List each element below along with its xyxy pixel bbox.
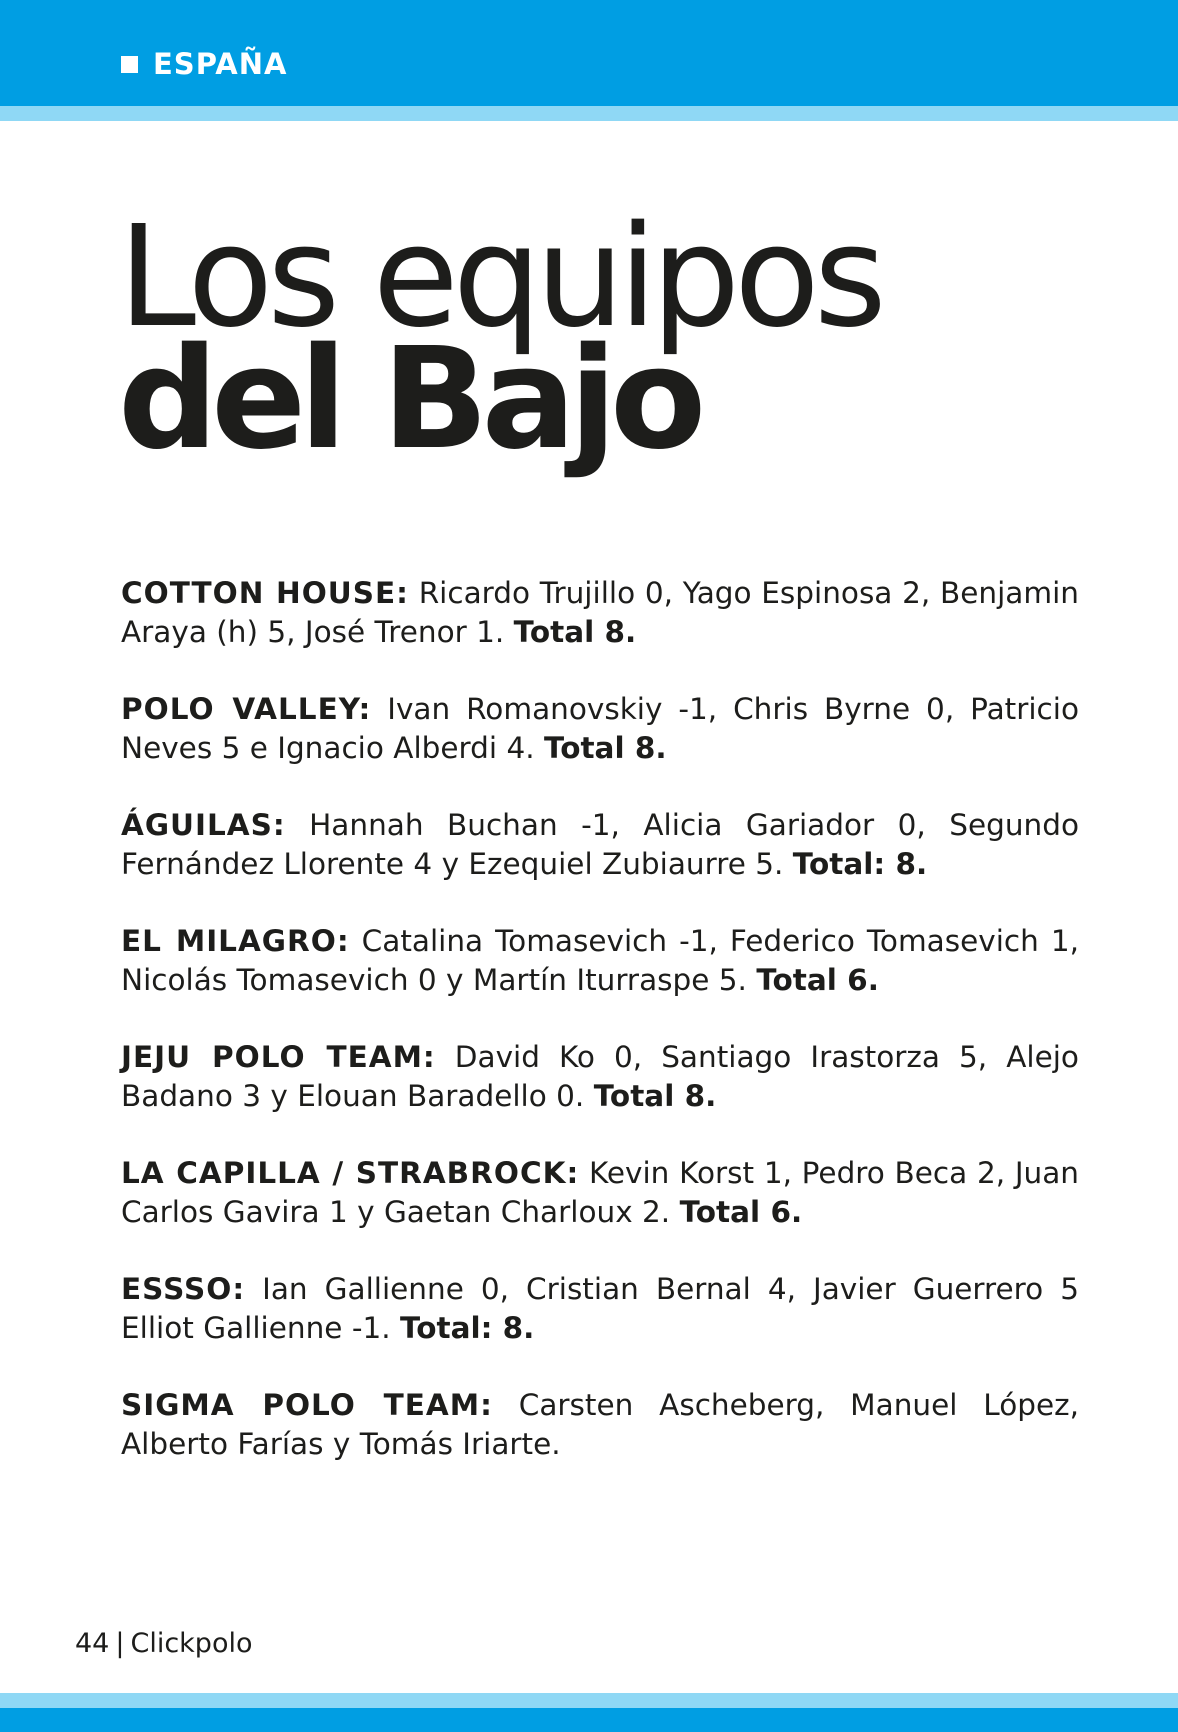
team-entry xyxy=(121,1386,1079,1464)
team-players: Ricardo Trujillo 0, Yago Espinosa 2, Benjamin Araya (h) 5, José Trenor 1. xyxy=(121,576,1079,649)
page-number: 44 xyxy=(75,1628,110,1659)
team-name: ESSSO: xyxy=(121,1272,246,1306)
title-line-2: del Bajo xyxy=(118,318,700,481)
team-players: David Ko 0, Santiago Irastorza 5, Alejo Badano 3 y Elouan Baradello 0. xyxy=(121,1040,1079,1113)
team-entry xyxy=(121,574,1079,652)
section-name: ESPAÑA xyxy=(153,47,288,81)
section-label xyxy=(121,47,288,81)
team-name: ÁGUILAS: xyxy=(121,808,286,842)
page-footer xyxy=(75,1630,252,1657)
team-name: EL MILAGRO: xyxy=(121,924,350,958)
team-players: Ian Gallienne 0, Cristian Bernal 4, Javier Guerrero 5 Elliot Gallienne -1. xyxy=(121,1272,1079,1345)
team-name: SIGMA POLO TEAM: xyxy=(121,1388,493,1422)
team-name: POLO VALLEY: xyxy=(121,692,372,726)
team-players: Kevin Korst 1, Pedro Beca 2, Juan Carlos Gavira 1 y Gaetan Charloux 2. xyxy=(121,1156,1079,1229)
team-total: Total 8. xyxy=(513,615,637,649)
title-line-1: Los equipos xyxy=(118,196,881,359)
team-total: Total 6. xyxy=(679,1195,803,1229)
team-total: Total 6. xyxy=(756,963,879,997)
team-entry xyxy=(121,1038,1079,1116)
team-players: Hannah Buchan -1, Alicia Gariador 0, Segundo Fernández Llorente 4 y Ezequiel Zubiaurre 5. xyxy=(121,808,1079,881)
team-total: Total: 8. xyxy=(792,847,928,881)
team-entry xyxy=(121,690,1079,768)
team-name: JEJU POLO TEAM: xyxy=(121,1040,436,1074)
team-total: Total 8. xyxy=(593,1079,717,1113)
header-stripe xyxy=(0,106,1178,121)
team-players: Ivan Romanovskiy -1, Chris Byrne 0, Patricio Neves 5 e Ignacio Alberdi 4. xyxy=(121,692,1080,765)
footer-separator: | xyxy=(115,1628,125,1659)
team-total: Total: 8. xyxy=(400,1311,535,1345)
square-bullet-icon xyxy=(121,56,138,73)
team-players: Catalina Tomasevich -1, Federico Tomasevich 1, Nicolás Tomasevich 0 y Martín Iturraspe 5. xyxy=(121,924,1079,997)
team-entry xyxy=(121,806,1079,884)
footer-stripe xyxy=(0,1693,1178,1708)
team-list xyxy=(121,574,1079,1502)
team-name: LA CAPILLA / STRABROCK: xyxy=(121,1156,580,1190)
publication-name: Clickpolo xyxy=(130,1628,253,1659)
team-name: COTTON HOUSE: xyxy=(121,576,409,610)
team-entry xyxy=(121,922,1079,1000)
footer-bar xyxy=(0,1708,1178,1732)
team-total: Total 8. xyxy=(543,731,667,765)
team-entry xyxy=(121,1154,1079,1232)
team-players: Carsten Ascheberg, Manuel López, Alberto Farías y Tomás Iriarte. xyxy=(121,1388,1079,1461)
page-title xyxy=(118,196,881,481)
team-entry xyxy=(121,1270,1079,1348)
